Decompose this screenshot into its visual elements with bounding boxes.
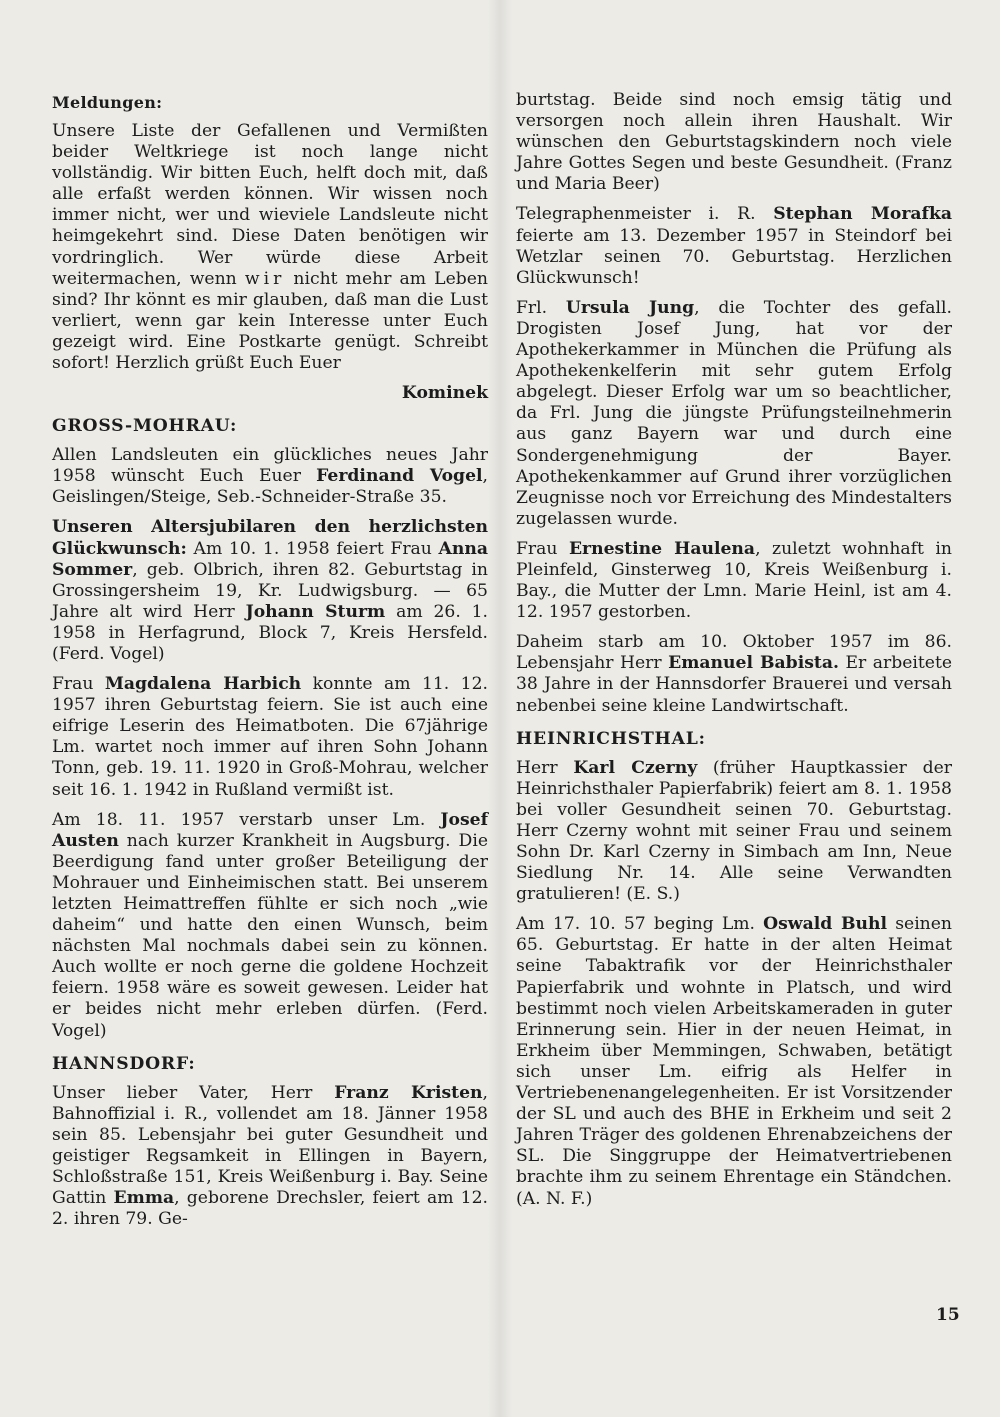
- text: , Geislingen/Steige, Seb.-Schneider-Straße 35.: [52, 466, 488, 508]
- text: Frau: [516, 538, 569, 559]
- section-heading-meldungen: Meldungen:: [52, 93, 163, 112]
- text: Telegraphenmeister i. R.: [516, 204, 774, 225]
- paragraph-czerny: [516, 758, 952, 906]
- person-name: Josef Austen: [52, 809, 488, 851]
- person-name: Ferdinand Vogel: [316, 466, 483, 487]
- text: am 26. 1. 1958 in Herfagrund, Block 7, Kreis Hersfeld. (Ferd. Vogel): [52, 601, 489, 664]
- text: feierte am 13. Dezember 1957 in Steindorf bei Wetzlar seinen 70. Geburtstag. Herzlichen Glückwunsch!: [516, 225, 952, 288]
- paragraph-kristen-continued: burtstag. Beide sind noch emsig tätig und versorgen noch allein ihren Haushalt. Wir wünschen den Geburtstagskindern noch viele Jahre Gottes Segen und beste Gesundheit. (Franz und Maria Beer): [516, 90, 952, 195]
- person-name: Ursula Jung: [565, 297, 695, 318]
- paragraph-babista: [516, 632, 952, 716]
- text: , die Tochter des gefall. Drogisten Josef Jung, hat vor der Apothekerkammer in München die Prüfung als Apothekenkelferin mit sehr gutem Erfolg abgelegt. Dieser Erfolg war um so beachtlicher, da Frl. Jung die jüngste Prüfungsteilnehmerin aus ganz Bayern war und durch eine Sondergenehmigung der Bayer. Apothekenkammer auf Grund ihrer vorzüglichen Zeugnisse noch vor Erreichung des Mindestalters zugelassen wurde.: [516, 297, 952, 529]
- text: Frau: [52, 674, 105, 695]
- paragraph-morafka: [516, 204, 952, 288]
- person-name: Franz Kristen: [334, 1082, 483, 1103]
- page-number: 15: [936, 1305, 960, 1325]
- text: , Bahnoffizial i. R., vollendet am 18. Jänner 1958 sein 85. Lebensjahr bei guter Gesundheit und geistiger Regsamkeit in Ellingen in Bayern, Schloßstraße 151, Kreis Weißenburg i. Bay. Seine Gattin: [52, 1082, 489, 1209]
- section-heading-gross-mohrau: GROSS-MOHRAU:: [52, 416, 238, 437]
- paragraph-vogel: [52, 445, 488, 508]
- right-column: [516, 90, 952, 1219]
- text: , zuletzt wohnhaft in Pleinfeld, Ginsterweg 10, Kreis Weißenburg i. Bay., die Mutter der Lmn. Marie Heinl, ist am 4. 12. 1957 gestorben.: [516, 538, 952, 623]
- text: Unsere Liste der Gefallenen und Vermißten beider Weltkriege ist noch lange nicht vollständig. Wir bitten Euch, helft doch mit, daß alle erfaßt werden können. Wir wissen noch immer nicht, wer und wieviele Landsleute nicht heimgekehrt sind. Diese Daten benötigen wir vordringlich. Wer würde diese Arbeit weitermachen, wenn: [52, 121, 488, 289]
- person-name: Magdalena Harbich: [104, 674, 302, 695]
- text: nach kurzer Krankheit in Augsburg. Die Beerdigung fand unter großer Beteiligung der Mohrauer und Einheimischen statt. Bei unserem letzten Heimattreffen fühlte er sich noch „wie daheim“ und hatte den einen Wunsch, beim nächsten Mal nochmals dabei sein zu können. Auch wollte er noch gerne die goldene Hochzeit feiern. 1958 wäre es soweit gewesen. Leider hat er beides nicht mehr erleben dürfen. (Ferd. Vogel): [52, 830, 488, 1041]
- paragraph-kristen: [52, 1083, 488, 1231]
- text: Er arbeitete 38 Jahre in der Hannsdorfer Brauerei und versah nebenbei seine kleine Landwirtschaft.: [516, 653, 953, 716]
- person-name: Johann Sturm: [245, 601, 386, 622]
- text: Am 10. 1. 1958 feiert Frau: [186, 538, 439, 559]
- paragraph-haulena: [516, 539, 952, 623]
- paragraph-altersjubilare: [52, 517, 488, 665]
- person-name: Anna Sommer: [52, 538, 488, 580]
- text: Herr: [516, 757, 574, 778]
- text: konnte am 11. 12. 1957 ihren Geburtstag feiern. Sie ist auch eine eifrige Leserin des Heimatboten. Die 67jährige Lm. wartet noch immer auf ihren Sohn Johann Tonn, geb. 19. 11. 1920 in Groß-Mohrau, welcher seit 16. 1. 1942 in Rußland vermißt ist.: [52, 674, 489, 800]
- person-name: Emanuel Babista.: [668, 653, 839, 674]
- signature-kominek: Kominek: [401, 383, 488, 404]
- text: , geborene Drechsler, feiert am 12. 2. ihren 79. Ge-: [52, 1188, 489, 1230]
- text: seinen 65. Geburtstag. Er hatte in der alten Heimat seine Tabaktrafik vor der Heinrichsthaler Papierfabrik und wohnte in Platsch, und wird bestimmt noch vielen Arbeitskameraden in guter Erinnerung sein. Hier in der neuen Heimat, in Erkheim über Memmingen, Schwaben, betätigt sich unser Lm. eifrig als Helfer in Vertriebenenangelegenheiten. Er ist Vorsitzender der SL und auch des BHE in Erkheim und seit 2 Jahren Träger des goldenen Ehrenabzeichens der SL. Die Singgruppe der Heimatvertriebenen brachte ihm zu seinem Ehrentage ein Ständchen. (A. N. F.): [516, 914, 952, 1209]
- text: (früher Hauptkassier der Heinrichsthaler Papierfabrik) feiert am 8. 1. 1958 bei voller Gesundheit seinen 70. Geburtstag. Herr Czerny wohnt mit seiner Frau und seinem Sohn Dr. Karl Czerny in Simbach am Inn, Neue Siedlung Nr. 14. Alle seine Verwandten gratulieren! (E. S.): [516, 757, 953, 905]
- text: Am 17. 10. 57 beging Lm.: [516, 914, 764, 935]
- page-gutter: [488, 0, 512, 1417]
- left-column: [52, 92, 488, 1239]
- text: nicht mehr am Leben sind? Ihr könnt es mir glauben, daß man die Lust verliert, wenn gar kein Interesse unter Euch gezeigt wird. Eine Postkarte genügt. Schreibt sofort! Herzlich grüßt Euch Euer: [52, 268, 488, 374]
- text: Allen Landsleuten ein glückliches neues Jahr 1958 wünscht Euch Euer: [52, 445, 488, 487]
- text: Daheim starb am 10. Oktober 1957 im 86. Lebensjahr Herr: [516, 632, 952, 674]
- paragraph-harbich: [52, 674, 488, 801]
- paragraph-lead: Unseren Altersjubilaren den herzlichsten Glückwunsch:: [52, 517, 488, 559]
- person-name: Karl Czerny: [573, 757, 698, 778]
- text: , geb. Olbrich, ihren 82. Geburtstag in Grossingersheim 19, Kr. Ludwigsburg. — 65 Jahre alt wird Herr: [52, 559, 488, 622]
- person-name: Emma: [113, 1188, 175, 1209]
- text: Unser lieber Vater, Herr: [52, 1082, 335, 1103]
- section-heading-hannsdorf: HANNSDORF:: [52, 1053, 196, 1074]
- paragraph-jung: [516, 298, 952, 530]
- text: Frl.: [516, 297, 566, 318]
- person-name: Ernestine Haulena: [568, 538, 756, 559]
- text: Am 18. 11. 1957 verstarb unser Lm.: [52, 809, 441, 830]
- meldungen-paragraph: [52, 121, 488, 374]
- person-name: Stephan Morafka: [773, 204, 952, 225]
- section-heading-heinrichsthal: HEINRICHSTHAL:: [516, 728, 706, 749]
- paragraph-austen: [52, 810, 488, 1042]
- person-name: Oswald Buhl: [763, 914, 888, 935]
- spaced-emphasis: wir: [244, 268, 286, 289]
- paragraph-buhl: [516, 914, 952, 1209]
